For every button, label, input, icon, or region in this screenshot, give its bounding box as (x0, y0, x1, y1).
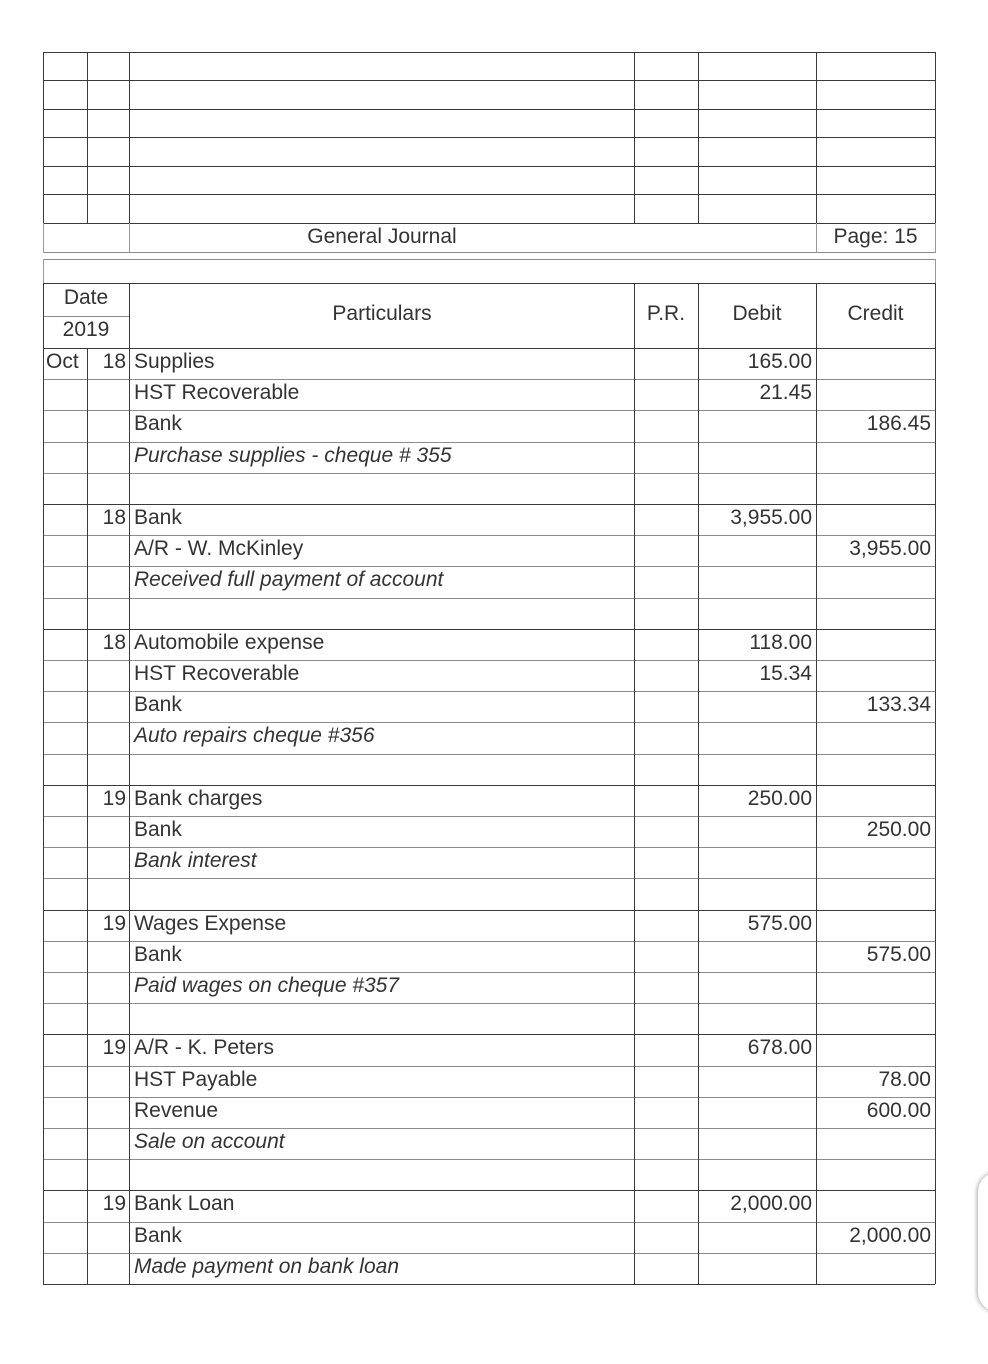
grid-line (129, 691, 935, 692)
entry-day: 18 (102, 506, 126, 529)
grid-line (698, 52, 699, 224)
particulars-column-header: Particulars (332, 302, 432, 325)
debit-amount: 165.00 (747, 350, 812, 373)
grid-line (129, 52, 130, 224)
entry-month: Oct (46, 350, 79, 373)
journal-title: General Journal (307, 225, 457, 248)
grid-line (43, 598, 935, 599)
grid-line (43, 722, 87, 723)
grid-line (87, 722, 129, 723)
grid-line (43, 972, 87, 973)
grid-line (935, 223, 936, 253)
grid-line (43, 52, 44, 224)
grid-line (43, 535, 87, 536)
particulars-text: A/R - K. Peters (134, 1036, 275, 1060)
grid-line (43, 910, 935, 911)
grid-line (129, 283, 130, 1284)
grid-line (43, 410, 87, 411)
grid-line (43, 194, 935, 195)
particulars-text: HST Recoverable (134, 381, 300, 405)
grid-line (43, 629, 935, 630)
grid-line (43, 816, 87, 817)
grid-line (87, 566, 129, 567)
grid-line (43, 754, 935, 755)
particulars-text: HST Recoverable (134, 662, 300, 685)
grid-line (129, 1066, 935, 1067)
grid-line (816, 223, 817, 253)
grid-line (43, 379, 87, 380)
grid-line (129, 410, 935, 411)
particulars-text: Bank (134, 693, 182, 717)
grid-line (129, 442, 935, 443)
grid-line (129, 1253, 935, 1254)
grid-line (816, 52, 817, 224)
grid-line (43, 878, 935, 879)
grid-line (634, 283, 635, 1284)
grid-line (129, 379, 935, 380)
particulars-text: Revenue (134, 1098, 219, 1122)
credit-amount: 600.00 (866, 1098, 931, 1122)
grid-line (43, 223, 935, 224)
grid-line (129, 1128, 935, 1129)
particulars-text: Made payment on bank loan (134, 1254, 400, 1278)
debit-amount: 15.34 (759, 662, 812, 685)
grid-line (87, 52, 88, 224)
entry-day: 19 (102, 1036, 126, 1060)
grid-line (43, 1253, 87, 1254)
pr-column-header: P.R. (646, 302, 686, 325)
grid-line (43, 941, 87, 942)
grid-line (87, 847, 129, 848)
grid-line (87, 972, 129, 973)
grid-line (129, 535, 935, 536)
particulars-text: Supplies (134, 350, 215, 373)
entry-day: 19 (102, 1192, 126, 1216)
particulars-text: Paid wages on cheque #357 (134, 974, 400, 997)
page-number: Page: 15 (833, 225, 918, 248)
grid-line (129, 722, 935, 723)
particulars-text: Received full payment of account (134, 568, 444, 592)
particulars-text: Bank (134, 942, 182, 966)
debit-amount: 250.00 (747, 786, 812, 810)
entry-day: 19 (102, 911, 126, 935)
credit-column-header: Credit (847, 302, 904, 325)
scrollbar-thumb[interactable] (978, 1172, 988, 1312)
particulars-text: Purchase supplies - cheque # 355 (134, 443, 452, 467)
grid-line (87, 348, 88, 1284)
grid-line (43, 1159, 935, 1160)
grid-line (87, 1222, 129, 1223)
credit-amount: 575.00 (866, 942, 931, 966)
particulars-text: Bank interest (134, 849, 257, 873)
grid-line (87, 410, 129, 411)
grid-line (935, 52, 936, 224)
particulars-text: Bank charges (134, 786, 263, 810)
year-label: 2019 (62, 318, 110, 341)
grid-line (87, 660, 129, 661)
grid-line (87, 379, 129, 380)
grid-line (43, 316, 129, 317)
particulars-text: Bank (134, 1223, 182, 1247)
particulars-text: Auto repairs cheque #356 (134, 724, 375, 748)
grid-line (43, 566, 87, 567)
grid-line (43, 691, 87, 692)
grid-line (43, 1128, 87, 1129)
entry-day: 18 (102, 350, 126, 373)
credit-amount: 250.00 (866, 818, 931, 841)
particulars-text: Bank Loan (134, 1192, 235, 1216)
particulars-text: Bank (134, 506, 182, 529)
grid-line (43, 80, 935, 81)
debit-column-header: Debit (732, 302, 782, 325)
grid-line (129, 847, 935, 848)
debit-amount: 575.00 (747, 911, 812, 935)
grid-line (43, 1190, 935, 1191)
grid-line (43, 283, 935, 284)
credit-amount: 186.45 (866, 412, 931, 436)
grid-line (129, 816, 935, 817)
particulars-text: HST Payable (134, 1067, 258, 1091)
grid-line (43, 660, 87, 661)
grid-line (87, 691, 129, 692)
grid-line (43, 847, 87, 848)
grid-line (129, 660, 935, 661)
grid-line (43, 473, 935, 474)
grid-line (129, 566, 935, 567)
grid-line (87, 442, 129, 443)
grid-line (43, 283, 44, 1284)
credit-amount: 78.00 (878, 1067, 931, 1091)
particulars-text: Automobile expense (134, 630, 325, 654)
grid-line (87, 1253, 129, 1254)
grid-line (87, 1128, 129, 1129)
grid-line (43, 1034, 935, 1035)
debit-amount: 3,955.00 (730, 506, 812, 529)
grid-line (935, 259, 936, 283)
grid-line (43, 504, 935, 505)
particulars-text: Bank (134, 412, 182, 436)
credit-amount: 133.34 (866, 693, 931, 717)
grid-line (87, 535, 129, 536)
grid-line (129, 1097, 935, 1098)
entry-day: 19 (102, 786, 126, 810)
grid-line (43, 785, 935, 786)
grid-line (129, 223, 130, 253)
grid-line (87, 816, 129, 817)
grid-line (43, 1066, 87, 1067)
grid-line (129, 972, 935, 973)
grid-line (43, 252, 935, 253)
credit-amount: 2,000.00 (849, 1223, 931, 1247)
grid-line (129, 941, 935, 942)
grid-line (698, 283, 699, 1284)
grid-line (43, 52, 935, 53)
grid-line (129, 1222, 935, 1223)
grid-line (43, 348, 935, 349)
debit-amount: 678.00 (747, 1036, 812, 1060)
grid-line (634, 52, 635, 224)
grid-line (43, 1097, 87, 1098)
particulars-text: Bank (134, 818, 182, 841)
grid-line (43, 223, 44, 253)
debit-amount: 21.45 (759, 381, 812, 405)
grid-line (43, 442, 87, 443)
grid-line (43, 109, 935, 110)
grid-line (43, 166, 935, 167)
date-column-header: Date (63, 286, 109, 309)
credit-amount: 3,955.00 (849, 537, 931, 561)
grid-line (87, 1097, 129, 1098)
grid-line (43, 137, 935, 138)
debit-amount: 2,000.00 (730, 1192, 812, 1216)
particulars-text: A/R - W. McKinley (134, 537, 304, 561)
grid-line (43, 1284, 935, 1285)
debit-amount: 118.00 (749, 630, 812, 654)
particulars-text: Sale on account (134, 1130, 285, 1153)
grid-line (43, 259, 935, 260)
grid-line (87, 1066, 129, 1067)
particulars-text: Wages Expense (134, 911, 287, 935)
entry-day: 18 (102, 630, 126, 654)
grid-line (43, 1003, 935, 1004)
grid-line (935, 283, 936, 1284)
grid-line (43, 259, 44, 283)
grid-line (43, 1222, 87, 1223)
grid-line (87, 941, 129, 942)
